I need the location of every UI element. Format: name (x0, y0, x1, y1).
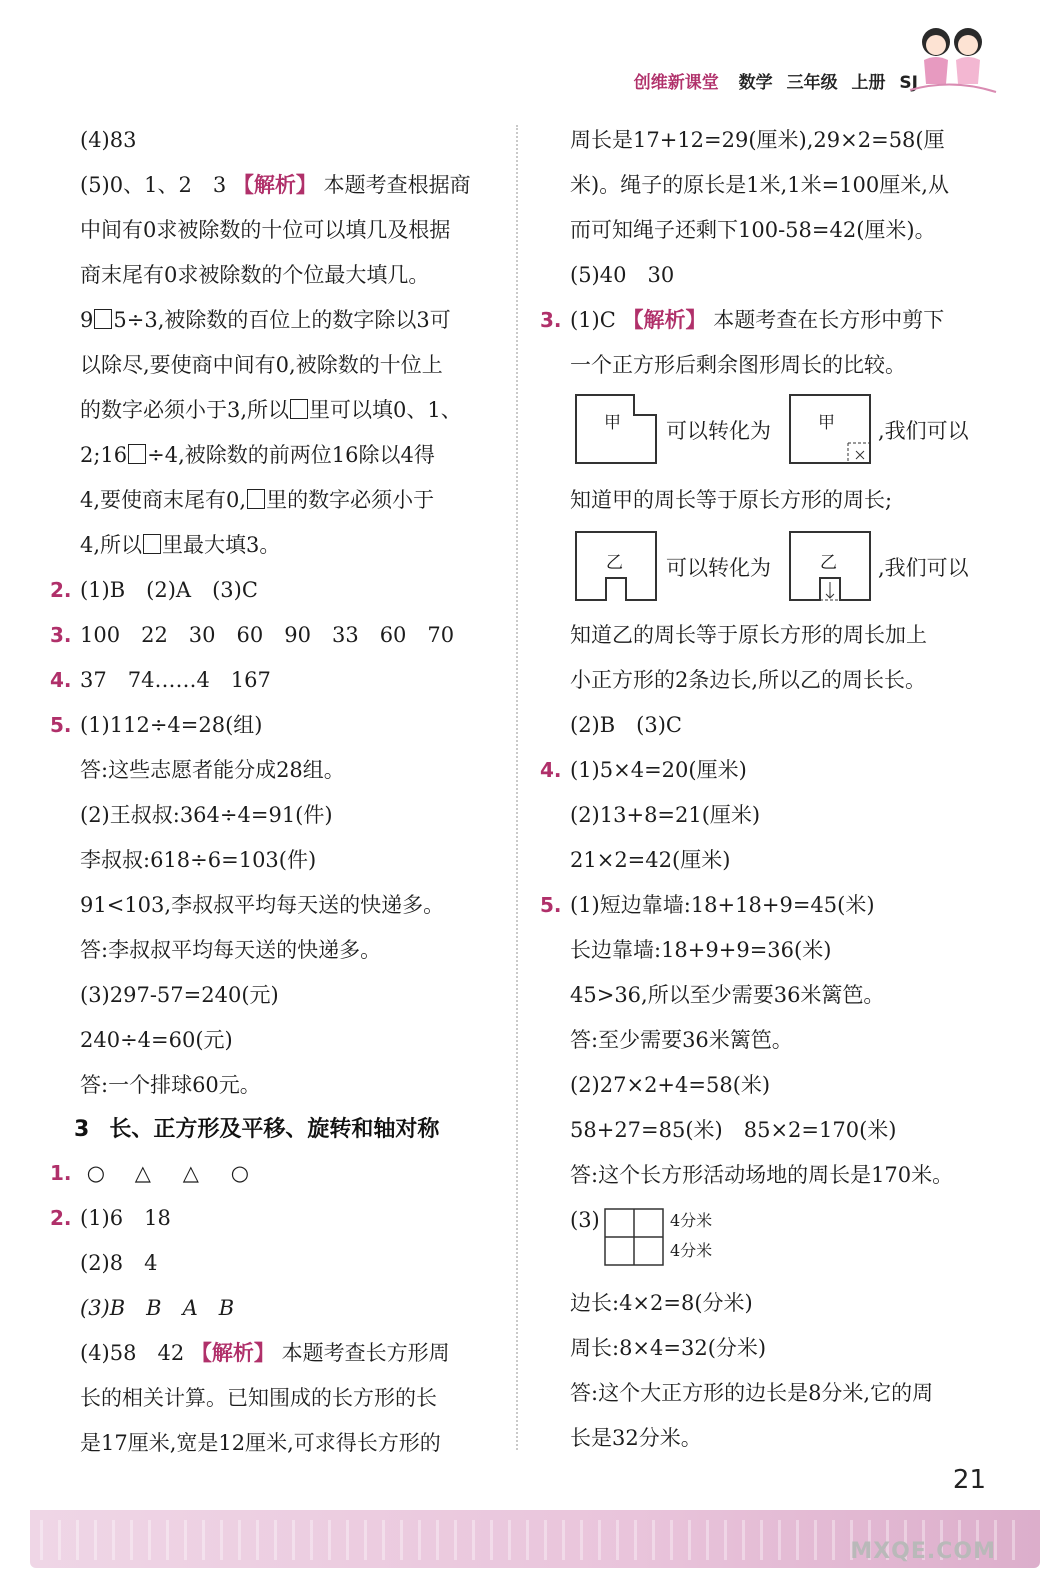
answer-line: 长边靠墙:18+9+9=36(米) (570, 938, 832, 962)
answer-text: 本题考查在长方形中剪下 (713, 308, 945, 332)
question-line (540, 892, 875, 918)
analysis-tag: 【解析】 (622, 308, 707, 332)
edition-label: SJ (899, 73, 918, 93)
question-number: 2. (50, 1206, 72, 1230)
question-number: 1. (50, 1161, 72, 1185)
column-divider (516, 125, 518, 1450)
answer-line: 以除尽,要使商中间有0,被除数的十位上 (80, 353, 443, 377)
blank-box (247, 489, 265, 509)
answer-text: (1)6 18 (80, 1206, 171, 1230)
answer-line: 商末尾有0求被除数的个位最大填几。 (80, 263, 430, 287)
answer-text: (1)C (570, 308, 616, 332)
question-number: 2. (50, 578, 72, 602)
answer-line: 答:一个排球60元。 (80, 1073, 261, 1097)
answer-line: 45>36,所以至少需要36米篱笆。 (570, 983, 885, 1007)
question-number: 3. (540, 308, 562, 332)
section-heading: 长、正方形及平移、旋转和轴对称 (109, 1117, 440, 1142)
question-number: 5. (540, 893, 562, 917)
question-number: 4. (50, 668, 72, 692)
answer-line: 240÷4=60(元) (80, 1028, 233, 1052)
section-title (74, 1112, 439, 1143)
analysis-tag: 【解析】 (232, 173, 317, 197)
volume-label: 上册 (851, 73, 886, 93)
shape-label: 甲 (604, 413, 621, 433)
answer-text: 100 22 30 60 90 33 60 70 (80, 623, 455, 647)
answer-line: 答:这些志愿者能分成28组。 (80, 758, 345, 782)
page-header (634, 68, 926, 93)
answer-text: (4)58 42 (80, 1341, 185, 1365)
blank-box (290, 399, 308, 419)
answer-text: (1)B (2)A (3)C (80, 578, 258, 602)
question-line (540, 307, 944, 333)
answer-line (50, 487, 434, 513)
answer-line: 小正方形的2条边长,所以乙的周长长。 (570, 668, 927, 692)
answer-text: 5÷3,被除数的百位上的数字除以3可 (113, 308, 451, 332)
answer-line: 长是32分米。 (570, 1426, 702, 1450)
answer-line (50, 397, 462, 423)
answer-text: 9 (80, 308, 94, 332)
question-line (50, 622, 454, 648)
answer-text: 的数字必须小于3,所以 (80, 398, 290, 422)
dimension-label: 4分米 (670, 1241, 713, 1260)
answer-text: 可以转化为 (666, 556, 771, 580)
blank-box (94, 309, 112, 329)
answer-line: 91<103,李叔叔平均每天送的快递多。 (80, 893, 445, 917)
answer-line: 中间有0求被除数的十位可以填几及根据 (80, 218, 451, 242)
answer-line: (3)B B A B (80, 1296, 235, 1320)
answer-line: 李叔叔:618÷6=103(件) (80, 848, 317, 872)
blank-box (128, 444, 146, 464)
answer-text: 4,要使商末尾有0, (80, 488, 247, 512)
answer-line (50, 1340, 450, 1366)
answer-line: (3)297-57=240(元) (80, 983, 279, 1007)
question-line (540, 757, 747, 783)
answer-line: 而可知绳子还剩下100-58=42(厘米)。 (570, 218, 936, 242)
answer-line: (5)40 30 (570, 263, 675, 287)
mascot-kids-icon (906, 20, 998, 98)
answer-text: (5)0、1、2 3 (80, 173, 227, 197)
answer-line: 答:至少需要36米篱笆。 (570, 1028, 793, 1052)
answer-line: (2)13+8=21(厘米) (570, 803, 761, 827)
answer-line: (3) (570, 1208, 600, 1232)
answer-text: ÷4,被除数的前两位16除以4得 (147, 443, 435, 467)
analysis-tag: 【解析】 (190, 1341, 275, 1365)
grid-square-figure (604, 1208, 664, 1266)
answer-line: 知道乙的周长等于原长方形的周长加上 (570, 623, 927, 647)
answer-line: 一个正方形后剩余图形周长的比较。 (570, 353, 906, 377)
book-brand: 创维新课堂 (633, 73, 719, 93)
question-line (50, 1160, 279, 1186)
shape-label: 甲 (818, 413, 835, 433)
question-line (50, 667, 271, 693)
answer-text: 本题考查根据商 (323, 173, 471, 197)
answer-text: 里可以填0、1、 (309, 398, 462, 422)
answer-line: 边长:4×2=8(分米) (570, 1291, 753, 1315)
grade-label: 三年级 (786, 73, 838, 93)
shape-label: 乙 (606, 553, 623, 573)
answer-line: 周长:8×4=32(分米) (570, 1336, 767, 1360)
answer-text: 里最大填3。 (162, 533, 281, 557)
section-number: 3 (74, 1117, 90, 1142)
answer-line (50, 172, 471, 198)
blank-box (143, 534, 161, 554)
answer-line: 长的相关计算。已知围成的长方形的长 (80, 1386, 437, 1410)
question-line (50, 577, 258, 603)
answer-text: 2;16 (80, 443, 128, 467)
question-line (50, 712, 263, 738)
question-number: 3. (50, 623, 72, 647)
answer-line (50, 307, 451, 333)
answer-line: 知道甲的周长等于原长方形的周长; (570, 488, 893, 512)
answer-line (50, 532, 280, 558)
answer-text: (1)5×4=20(厘米) (570, 758, 747, 782)
answer-line: 58+27=85(米) 85×2=170(米) (570, 1118, 897, 1142)
question-number: 4. (540, 758, 562, 782)
answer-line: 21×2=42(厘米) (570, 848, 731, 872)
question-line (50, 1205, 171, 1231)
circle-symbol: ○ (230, 1161, 250, 1185)
answer-line: (2)B (3)C (570, 713, 682, 737)
answer-text: 可以转化为 (666, 419, 771, 443)
circle-symbol: ○ (86, 1161, 106, 1185)
answer-line: 周长是17+12=29(厘米),29×2=58(厘 (570, 128, 945, 152)
shape-label: 乙 (820, 553, 837, 573)
answer-text: ,我们可以 (878, 419, 969, 443)
dimension-label: 4分米 (670, 1211, 713, 1230)
answer-text: 里的数字必须小于 (266, 488, 435, 512)
answer-line: 米)。绳子的原长是1米,1米=100厘米,从 (570, 173, 949, 197)
answer-text: 本题考查长方形周 (281, 1341, 450, 1365)
subject-label: 数学 (738, 73, 773, 93)
answer-text: (1)短边靠墙:18+18+9=45(米) (570, 893, 875, 917)
answer-line: 答:李叔叔平均每天送的快递多。 (80, 938, 382, 962)
answer-line: (2)27×2+4=58(米) (570, 1073, 771, 1097)
answer-line (50, 442, 435, 468)
page-number: 21 (952, 1465, 986, 1495)
answer-text: 37 74……4 167 (80, 668, 271, 692)
triangle-symbol: △ (134, 1161, 151, 1185)
answer-text: 4,所以 (80, 533, 143, 557)
question-number: 5. (50, 713, 72, 737)
answer-line: 答:这个长方形活动场地的周长是170米。 (570, 1163, 954, 1187)
watermark: MXQE.COM (850, 1539, 996, 1564)
triangle-symbol: △ (182, 1161, 199, 1185)
answer-line: 答:这个大正方形的边长是8分米,它的周 (570, 1381, 934, 1405)
answer-text: ,我们可以 (878, 556, 969, 580)
answer-text: (1)112÷4=28(组) (80, 713, 263, 737)
answer-line: (4)83 (80, 128, 137, 152)
answer-line: 是17厘米,宽是12厘米,可求得长方形的 (80, 1431, 441, 1455)
answer-line: (2)王叔叔:364÷4=91(件) (80, 803, 333, 827)
answer-line: (2)8 4 (80, 1251, 158, 1275)
